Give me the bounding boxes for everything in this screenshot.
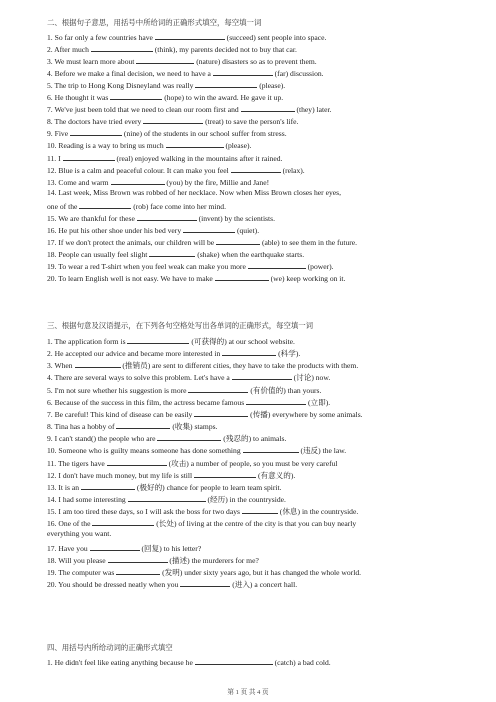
answer-blank[interactable] <box>166 139 224 148</box>
question-text: 4. There are several ways to solve this problem. Let's have a <box>47 373 230 383</box>
question-line <box>47 224 455 236</box>
question-text: 13. Come and warm <box>47 177 109 187</box>
answer-blank[interactable] <box>143 115 203 124</box>
question-hint: (残忍的) to animals. <box>223 434 287 444</box>
question-line <box>47 212 455 224</box>
question-text: 18. Will you please <box>47 555 106 565</box>
question-hint: (回复) to his letter? <box>141 543 202 553</box>
question-line <box>47 248 455 260</box>
question-text: 8. The doctors have tried every <box>47 117 142 127</box>
question-hint: (able) to see them in the future. <box>261 237 358 247</box>
question-text: 7. We've just been told that we need to clean our room first and <box>47 105 239 115</box>
question-line <box>47 481 455 493</box>
question-text: 13. It is an <box>47 482 80 492</box>
question-hint: (shake) when the earthquake starts. <box>197 249 305 259</box>
question-text: 14. Last week, Miss Brown was robbed of her necklace. Now when Miss Brown closes her eyes, <box>47 187 341 197</box>
question-hint: (quiet). <box>236 225 260 235</box>
question-hint: (极好的) chance for people to learn team spirit. <box>136 482 282 492</box>
question-text: 17. If we don't protect the animals, our children will be <box>47 237 215 247</box>
answer-blank[interactable] <box>194 408 248 417</box>
answer-blank[interactable] <box>92 517 154 526</box>
question-hint: (发明) under sixty years ago, but it has changed the whole world. <box>162 567 362 577</box>
question-line <box>47 444 455 456</box>
question-line <box>47 505 455 517</box>
question-line <box>47 457 455 469</box>
question-text: 14. I had some interesting <box>47 494 126 504</box>
question-hint: (传播) everywhere by some animals. <box>250 409 363 419</box>
question-text: 15. We are thankful for these <box>47 213 135 223</box>
question-text: 3. When <box>47 361 73 371</box>
question-hint: (推销员) are sent to different cities, they have to take the products with them. <box>122 361 359 371</box>
question-text: 4. Before we make a final decision, we need to have a <box>47 69 211 79</box>
answer-blank[interactable] <box>231 164 281 173</box>
answer-blank[interactable] <box>195 79 257 88</box>
question-text: 12. I don't have much money, but my life is still <box>47 470 193 480</box>
question-hint: (invent) by the scientists. <box>198 213 275 223</box>
question-hint: (立即). <box>307 397 331 407</box>
question-text: 19. The computer was <box>47 567 115 577</box>
answer-blank[interactable] <box>215 272 269 281</box>
answer-blank[interactable] <box>127 335 189 344</box>
question-text: 18. People can usually feel slight <box>47 249 148 259</box>
question-hint: (描述) the murderers for me? <box>169 555 259 565</box>
question-line <box>47 529 455 539</box>
question-line <box>47 408 455 420</box>
question-hint: (休息) in the countryside. <box>279 507 359 517</box>
question-hint: (far) discussion. <box>274 69 324 79</box>
answer-blank[interactable] <box>243 444 299 453</box>
question-line <box>47 396 455 408</box>
answer-blank[interactable] <box>116 420 170 429</box>
question-line <box>47 260 455 272</box>
question-hint: (nature) disasters so as to prevent them. <box>196 57 317 67</box>
section4-heading: 四、用括号内所给动词的正确形式填空 <box>47 643 173 652</box>
question-hint: (succeed) sent people into space. <box>226 33 327 42</box>
question-hint: (rob) face come into her mind. <box>133 201 226 211</box>
question-line <box>47 188 455 198</box>
question-text: 20. To learn English well is not easy. We have to make <box>47 274 213 283</box>
question-text: 11. The tigers have <box>47 458 105 468</box>
answer-blank[interactable] <box>79 200 131 209</box>
question-text: 8. Tina has a hobby of <box>47 422 115 432</box>
answer-blank[interactable] <box>241 103 295 112</box>
question-hint: (经历) in the countryside. <box>207 494 286 504</box>
section3-heading: 三、根据句意及汉语提示，在下列各句空格处写出各单词的正确形式，每空填一词 <box>47 321 314 330</box>
question-hint: (讨论) now. <box>293 373 331 383</box>
question-line <box>47 384 455 396</box>
answer-blank[interactable] <box>195 656 273 665</box>
answer-blank[interactable] <box>155 31 225 40</box>
question-line <box>47 420 455 432</box>
question-hint: (they) later. <box>296 105 332 115</box>
question-text: 6. He thought it was <box>47 93 109 103</box>
question-text: 1. So far only a few countries have <box>47 33 153 42</box>
question-text: 11. I <box>47 153 61 163</box>
answer-blank[interactable] <box>246 396 306 405</box>
question-line <box>47 79 455 91</box>
answer-blank[interactable] <box>128 493 206 502</box>
question-hint: (nine) of the students in our school suffer from stress. <box>123 129 287 139</box>
answer-blank[interactable] <box>183 224 235 233</box>
question-hint: (攻击) a number of people, so you must be very careful <box>168 458 338 468</box>
answer-blank[interactable] <box>108 554 168 563</box>
question-line <box>47 91 455 103</box>
answer-blank[interactable] <box>63 152 115 161</box>
answer-blank[interactable] <box>107 457 167 466</box>
answer-blank[interactable] <box>70 127 122 136</box>
question-line <box>47 493 455 505</box>
question-line <box>47 176 455 188</box>
question-line <box>47 103 455 115</box>
answer-blank[interactable] <box>137 212 197 221</box>
question-hint: (relax). <box>282 165 305 175</box>
question-line <box>47 152 455 164</box>
question-hint: (please). <box>259 81 286 91</box>
question-line <box>47 115 455 127</box>
question-line <box>47 200 455 212</box>
question-hint: (power). <box>307 261 334 271</box>
question-hint: (违反) the law. <box>300 446 347 456</box>
question-text: 9. Five <box>47 129 69 139</box>
question-line <box>47 469 455 481</box>
answer-blank[interactable] <box>248 260 306 269</box>
answer-blank[interactable] <box>75 359 121 368</box>
question-line <box>47 656 455 668</box>
question-line <box>47 554 455 566</box>
question-hint: (hope) to win the award. He gave it up. <box>164 93 284 103</box>
question-text: 16. One of the <box>47 519 91 529</box>
question-hint: (长处) of living at the centre of the city is that you can buy nearly <box>156 519 357 529</box>
question-hint: (可获得的) at our school website. <box>191 337 295 346</box>
question-line <box>47 335 455 347</box>
answer-blank[interactable] <box>242 505 278 514</box>
question-hint: (进入) a concert hall. <box>232 580 298 589</box>
question-hint: (you) by the fire, Millie and Jane! <box>166 177 270 187</box>
question-text: 1. He didn't feel like eating anything because he <box>47 658 193 667</box>
question-hint: (有价值的) than yours. <box>250 385 322 395</box>
answer-blank[interactable] <box>232 371 292 380</box>
answer-blank[interactable] <box>149 248 195 257</box>
question-text: 10. Someone who is guilty means someone has done something <box>47 446 241 456</box>
answer-blank[interactable] <box>116 566 160 575</box>
question-line <box>47 347 455 359</box>
question-line <box>47 55 455 67</box>
question-text: 19. To wear a red T-shirt when you feel weak can make you more <box>47 261 246 271</box>
question-text: 17. Have you <box>47 543 88 553</box>
question-text: everything you want. <box>47 529 112 539</box>
question-hint: (real) enjoyed walking in the mountains after it rained. <box>116 153 283 163</box>
question-line <box>47 43 455 55</box>
question-hint: (科学). <box>278 349 301 359</box>
question-line <box>47 31 455 43</box>
question-text: 5. I'm not sure whether his suggestion is more <box>47 385 187 395</box>
question-text: 3. We must learn more about <box>47 57 135 67</box>
question-line <box>47 164 455 176</box>
question-hint: (收集) stamps. <box>172 422 218 432</box>
question-line <box>47 578 455 590</box>
answer-blank[interactable] <box>157 432 221 441</box>
answer-blank[interactable] <box>110 91 162 100</box>
question-text: 5. The trip to Hong Kong Disneyland was really <box>47 81 194 91</box>
answer-blank[interactable] <box>111 176 165 185</box>
question-text: 9. I can't stand() the people who are <box>47 434 156 444</box>
answer-blank[interactable] <box>91 43 153 52</box>
question-line <box>47 67 455 79</box>
question-line <box>47 542 455 554</box>
answer-blank[interactable] <box>194 469 256 478</box>
question-hint: (we) keep working on it. <box>270 274 346 283</box>
question-text: 7. Be careful! This kind of disease can be easily <box>47 409 193 419</box>
question-text: one of the <box>47 201 78 211</box>
question-text: 2. He accepted our advice and became more interested in <box>47 349 221 359</box>
question-line <box>47 566 455 578</box>
question-line <box>47 359 455 371</box>
question-line <box>47 371 455 383</box>
question-text: 10. Reading is a way to bring us much <box>47 141 164 151</box>
question-hint: (有意义的). <box>257 470 296 480</box>
answer-blank[interactable] <box>216 236 260 245</box>
question-text: 12. Blue is a calm and peaceful colour. It can make you feel <box>47 165 229 175</box>
question-hint: (treat) to save the person's life. <box>205 117 299 127</box>
question-text: 16. He put his other shoe under his bed very <box>47 225 182 235</box>
question-line <box>47 272 455 284</box>
question-line <box>47 127 455 139</box>
answer-blank[interactable] <box>188 384 248 393</box>
question-line <box>47 517 455 529</box>
section2-heading: 二、根据句子意思，用括号中所给词的正确形式填空，每空填一词 <box>47 18 262 27</box>
question-text: 1. The application form is <box>47 337 126 346</box>
answer-blank[interactable] <box>222 347 276 356</box>
answer-blank[interactable] <box>180 578 230 587</box>
question-text: 2. After much <box>47 45 89 55</box>
question-line <box>47 432 455 444</box>
question-text: 15. I am too tired these days, so I will ask the boss for two days <box>47 507 240 517</box>
page-footer: 第 1 页 共 4 页 <box>227 689 269 696</box>
question-hint: (think), my parents decided not to buy that car. <box>154 45 297 55</box>
answer-blank[interactable] <box>81 481 135 490</box>
question-line <box>47 139 455 151</box>
question-text: 20. You should be dressed neatly when you <box>47 580 179 589</box>
question-text: 6. Because of the success in this film, the actress became famous <box>47 397 245 407</box>
question-line <box>47 236 455 248</box>
question-hint: (catch) a bad cold. <box>274 658 331 667</box>
answer-blank[interactable] <box>136 55 194 64</box>
question-hint: (please). <box>225 141 252 151</box>
answer-blank[interactable] <box>90 542 140 551</box>
answer-blank[interactable] <box>213 67 273 76</box>
